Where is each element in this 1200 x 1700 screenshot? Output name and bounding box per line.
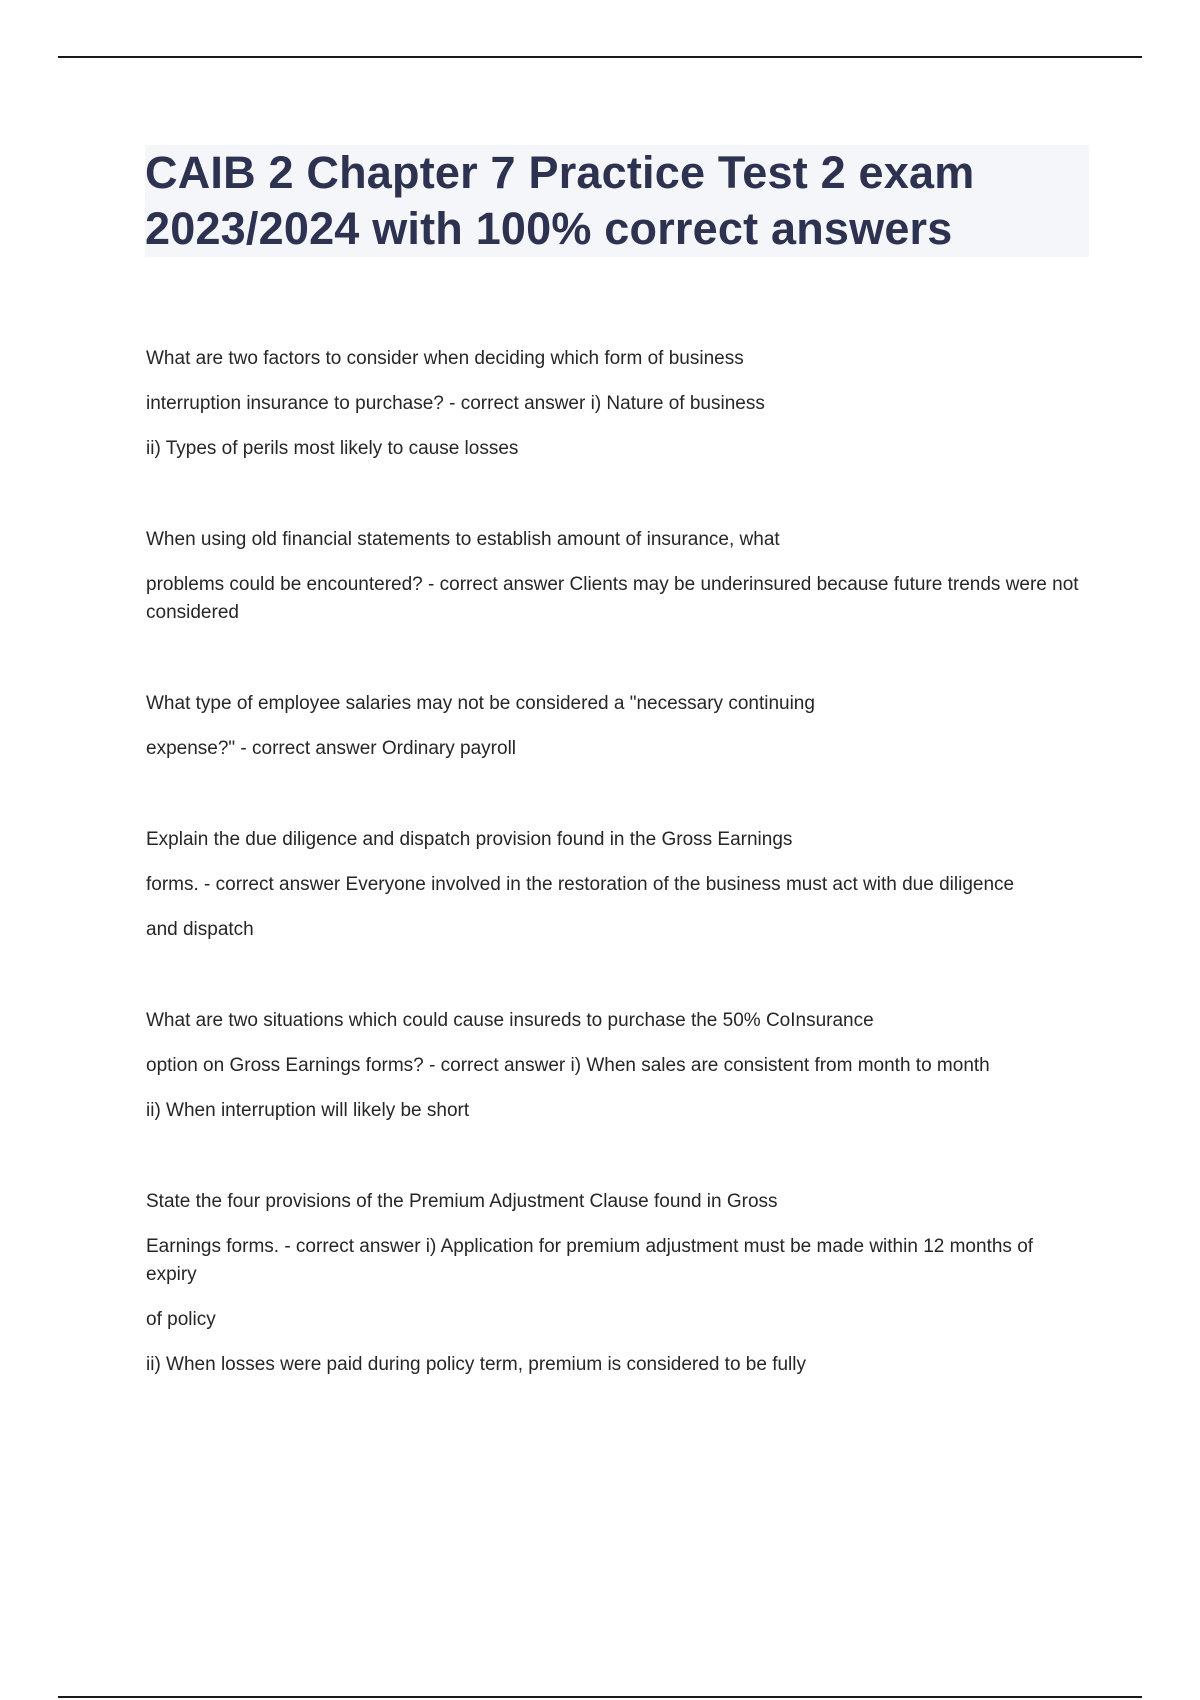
title-banner (145, 145, 1089, 257)
qa-line: ii) When losses were paid during policy term, premium is considered to be fully (146, 1354, 806, 1375)
qa-line: and dispatch (146, 919, 254, 940)
qa-item-2 (146, 526, 1086, 627)
qa-line: of policy (146, 1309, 216, 1330)
top-rule (58, 56, 1142, 58)
qa-line: State the four provisions of the Premium Adjustment Clause found in Gross (146, 1191, 778, 1212)
title-line-1: CAIB 2 Chapter 7 Practice Test 2 exam (145, 147, 975, 198)
qa-line: Explain the due diligence and dispatch provision found in the Gross Earnings (146, 829, 793, 850)
qa-line: option on Gross Earnings forms? - correct answer i) When sales are consistent from month to month (146, 1055, 990, 1076)
qa-line: What are two factors to consider when deciding which form of business (146, 348, 744, 369)
document-title (145, 145, 1089, 257)
title-line-2: 2023/2024 with 100% correct answers (145, 203, 953, 254)
qa-line: problems could be encountered? - correct answer Clients may be underinsured because future trends were not considered (146, 574, 1079, 623)
qa-line: What are two situations which could cause insureds to purchase the 50% CoInsurance (146, 1010, 874, 1031)
qa-item-5 (146, 1007, 1086, 1125)
qa-line: ii) When interruption will likely be short (146, 1100, 470, 1121)
document-body (146, 345, 1086, 1442)
bottom-rule (58, 1696, 1142, 1698)
qa-line: When using old financial statements to establish amount of insurance, what (146, 529, 780, 550)
qa-line: What type of employee salaries may not be considered a "necessary continuing (146, 693, 815, 714)
qa-line: forms. - correct answer Everyone involved in the restoration of the business must act with due diligence (146, 874, 1015, 895)
qa-item-6 (146, 1188, 1086, 1379)
qa-line: expense?" - correct answer Ordinary payroll (146, 738, 517, 759)
qa-line: Earnings forms. - correct answer i) Application for premium adjustment must be made within 12 months of expiry (146, 1236, 1034, 1285)
qa-line: ii) Types of perils most likely to cause losses (146, 438, 519, 459)
qa-line: interruption insurance to purchase? - correct answer i) Nature of business (146, 393, 765, 414)
qa-item-1 (146, 345, 1086, 463)
qa-item-4 (146, 826, 1086, 944)
qa-item-3 (146, 690, 1086, 763)
